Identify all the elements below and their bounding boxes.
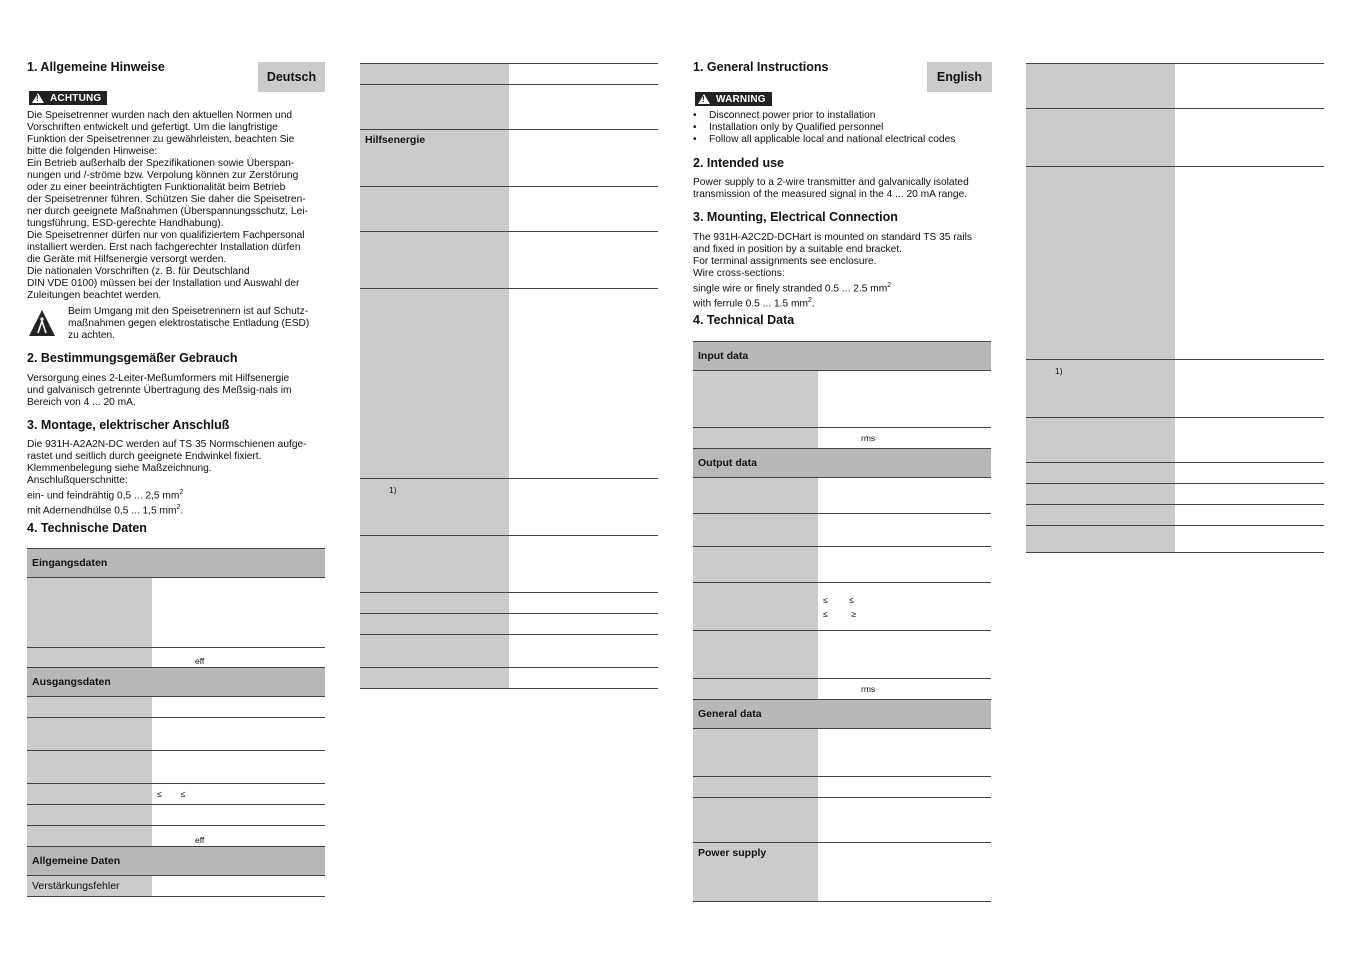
table-cell — [360, 289, 509, 479]
language-label: English — [927, 62, 992, 92]
table-cell — [818, 729, 991, 777]
list-item: • Follow all applicable local and national electrical codes — [693, 134, 955, 146]
table-cell — [509, 187, 658, 232]
table-cell — [152, 876, 325, 897]
table-cell — [152, 805, 325, 826]
table-cell — [360, 232, 509, 289]
warning-list — [693, 110, 955, 146]
table-cell — [693, 798, 818, 843]
table-cell — [818, 843, 991, 902]
list-item: • Installation only by Qualified personnel — [693, 122, 955, 134]
text-line: and fixed in position by a suitable end bracket. — [693, 244, 902, 255]
table-cell — [1175, 109, 1324, 167]
text-line: Funktion der Speisetrenner zu gewährleisten, beachten Sie — [27, 134, 295, 145]
table-cell: ≤ ≤ — [152, 784, 325, 805]
table-cell — [1026, 484, 1175, 505]
text-line: tungsführung, ESD-gerechte Handhabung). — [27, 218, 224, 229]
text-line: The 931H-A2C2D-DCHart is mounted on standard TS 35 rails — [693, 232, 972, 243]
text-line: oder zu einer beeinträchtigten Funktionalität beim Betrieb — [27, 182, 286, 193]
heading-general-instructions: 1. General Instructions — [693, 60, 829, 74]
table-cell — [360, 635, 509, 668]
table-cell — [509, 536, 658, 593]
heading-technical-data: 4. Technische Daten — [27, 521, 147, 535]
table-cell — [1175, 526, 1324, 553]
table-cell: eff — [152, 826, 325, 847]
table-cell: eff — [152, 648, 325, 668]
text-line: Versorgung eines 2-Leiter-Meßumformers mit Hilfsenergie — [27, 373, 290, 384]
text-line: Beim Umgang mit den Speisetrennern ist auf Schutz- — [68, 306, 309, 317]
text-line: with ferrule 0.5 ... 1.5 $mm^2$. — [693, 297, 815, 310]
text-line: und galvanisch getrennte Übertragung des Meßsig-nals im — [27, 385, 292, 396]
text-line: Ein Betrieb außerhalb der Spezifikationen sowie Überspan- — [27, 158, 295, 169]
table-cell — [27, 805, 152, 826]
table-cell — [509, 232, 658, 289]
heading-general-notes: 1. Allgemeine Hinweise — [27, 60, 165, 74]
section-output: Ausgangsdaten — [27, 668, 325, 697]
table-cell: ≤ ≤ ≤ ≥ — [818, 583, 991, 631]
text-line: ein- und feindrähtig 0,5 ... 2,5 $mm^2$ — [27, 489, 184, 502]
table-cell — [152, 718, 325, 751]
table-cell — [818, 478, 991, 514]
table-cell — [1026, 64, 1175, 109]
table-cell — [1026, 167, 1175, 360]
intended-use-text — [27, 373, 291, 409]
table-cell — [27, 718, 152, 751]
warning-icon — [698, 94, 710, 104]
table-cell — [693, 371, 818, 428]
table-cell — [1026, 418, 1175, 463]
table-cell — [1026, 526, 1175, 553]
section-general: Allgemeine Daten — [27, 847, 325, 876]
table-cell — [360, 536, 509, 593]
table-cell — [509, 593, 658, 614]
table-cell — [360, 187, 509, 232]
text-line: Die nationalen Vorschriften (z. B. für Deutschland — [27, 266, 250, 277]
table-cell — [693, 547, 818, 583]
text-line: Die Speisetrenner dürfen nur von qualifiziertem Fachpersonal — [27, 230, 305, 241]
intended-use-text — [693, 177, 969, 201]
text-line: Wire cross-sections: — [693, 268, 785, 279]
technical-data-table-en-continued — [1026, 63, 1324, 553]
table-cell — [360, 64, 509, 85]
table-cell — [693, 478, 818, 514]
mounting-text — [27, 439, 307, 518]
section-input: Input data — [693, 342, 991, 371]
table-cell — [1175, 167, 1324, 360]
text-line: single wire or finely stranded 0.5 ... 2.5 $mm^2$ — [693, 282, 892, 295]
text-line: nungen und /-ströme bzw. Verpolung können zur Zerstörung — [27, 170, 299, 181]
text-line: transmission of the measured signal in the 4 ... 20 mA range. — [693, 189, 968, 200]
table-cell — [509, 668, 658, 689]
table-cell — [693, 729, 818, 777]
table-cell — [693, 679, 818, 700]
text-line: maßnahmen gegen elektrostatische Entladung (ESD) — [68, 318, 310, 329]
technical-data-table-de-continued — [360, 63, 658, 689]
text-line: die Geräte mit Hilfsenergie versorgt werden. — [27, 254, 227, 265]
table-cell — [509, 635, 658, 668]
table-cell: 1) — [360, 479, 509, 536]
table-cell — [27, 697, 152, 718]
table-cell — [27, 578, 152, 648]
warning-icon — [32, 93, 44, 103]
table-cell: 1) — [1026, 360, 1175, 418]
text-line: Power supply to a 2-wire transmitter and galvanically isolated — [693, 177, 969, 188]
table-cell — [1175, 463, 1324, 484]
table-cell — [1175, 418, 1324, 463]
table-cell — [509, 479, 658, 536]
esd-note — [68, 306, 309, 342]
table-cell — [818, 798, 991, 843]
table-cell — [27, 648, 152, 668]
section-input: Eingangsdaten — [27, 549, 325, 578]
table-cell — [27, 751, 152, 784]
section-output: Output data — [693, 449, 991, 478]
table-cell — [509, 289, 658, 479]
heading-mounting: 3. Mounting, Electrical Connection — [693, 210, 898, 224]
table-cell — [1026, 109, 1175, 167]
table-cell — [360, 668, 509, 689]
table-cell — [818, 631, 991, 679]
text-line: Klemmenbelegung siehe Maßzeichnung. — [27, 463, 212, 474]
text-line: installiert werden. Erst nach fachgerechter Installation dürfen — [27, 242, 301, 253]
table-cell: rms — [818, 679, 991, 700]
table-cell — [693, 428, 818, 449]
heading-technical-data: 4. Technical Data — [693, 313, 795, 327]
text-line: Zuleitungen beachtet werden. — [27, 290, 162, 301]
warning-badge — [29, 91, 107, 105]
text-line: Bereich von 4 ... 20 mA. — [27, 397, 136, 408]
table-cell: rms — [818, 428, 991, 449]
table-cell — [1175, 64, 1324, 109]
table-cell — [693, 777, 818, 798]
table-cell — [693, 631, 818, 679]
mounting-text — [693, 232, 972, 311]
section-general: General data — [693, 700, 991, 729]
warning-label: WARNING — [716, 93, 766, 105]
text-line: zu achten. — [68, 330, 116, 341]
table-cell — [1175, 484, 1324, 505]
text-line: der Speisetrenner führen. Schützen Sie daher die Speisetren- — [27, 194, 306, 205]
language-label: Deutsch — [258, 62, 325, 92]
heading-mounting: 3. Montage, elektrischer Anschluß — [27, 418, 230, 432]
table-cell — [152, 578, 325, 648]
text-line: For terminal assignments see enclosure. — [693, 256, 877, 267]
general-notes-text — [27, 110, 308, 302]
table-cell — [818, 514, 991, 547]
table-cell — [509, 614, 658, 635]
table-cell — [1026, 463, 1175, 484]
technical-data-table-de — [27, 548, 325, 897]
heading-intended-use: 2. Intended use — [693, 156, 784, 170]
table-cell — [509, 85, 658, 130]
technical-data-table-en — [693, 341, 991, 902]
table-cell — [693, 514, 818, 547]
table-cell — [818, 371, 991, 428]
table-cell: Hilfsenergie — [360, 130, 509, 187]
table-cell — [509, 64, 658, 85]
table-cell — [1026, 505, 1175, 526]
table-cell — [1175, 360, 1324, 418]
table-cell: Verstärkungsfehler — [27, 876, 152, 897]
table-cell — [818, 547, 991, 583]
text-line: DIN VDE 0100) müssen bei der Installation und Auswahl der — [27, 278, 300, 289]
table-cell — [509, 130, 658, 187]
table-cell — [360, 85, 509, 130]
table-cell: Power supply — [693, 843, 818, 902]
table-cell — [27, 784, 152, 805]
text-line: Die 931H-A2A2N-DC werden auf TS 35 Normschienen aufge- — [27, 439, 307, 450]
heading-intended-use: 2. Bestimmungsgemäßer Gebrauch — [27, 351, 238, 365]
table-cell — [360, 593, 509, 614]
table-cell — [27, 826, 152, 847]
table-cell — [693, 583, 818, 631]
table-cell — [152, 751, 325, 784]
table-cell — [360, 614, 509, 635]
esd-warning-icon — [28, 309, 56, 337]
text-line: mit Adernendhülse 0,5 ... 1,5 $mm^2$. — [27, 504, 184, 517]
text-line: Anschlußquerschnitte: — [27, 475, 128, 486]
table-cell — [152, 697, 325, 718]
text-line: ner durch geeignete Maßnahmen (Überspannungsschutz, Lei- — [27, 206, 308, 217]
table-cell — [1175, 505, 1324, 526]
text-line: rastet und seitlich durch geeignete Endwinkel fixiert. — [27, 451, 262, 462]
text-line: Die Speisetrenner wurden nach den aktuellen Normen und — [27, 110, 293, 121]
warning-label: ACHTUNG — [50, 92, 102, 104]
list-item: • Disconnect power prior to installation — [693, 110, 955, 122]
text-line: Vorschriften entwickelt und gefertigt. Um die langfristige — [27, 122, 278, 133]
table-cell — [818, 777, 991, 798]
warning-badge — [695, 92, 772, 106]
text-line: bitte die folgenden Hinweise: — [27, 146, 158, 157]
